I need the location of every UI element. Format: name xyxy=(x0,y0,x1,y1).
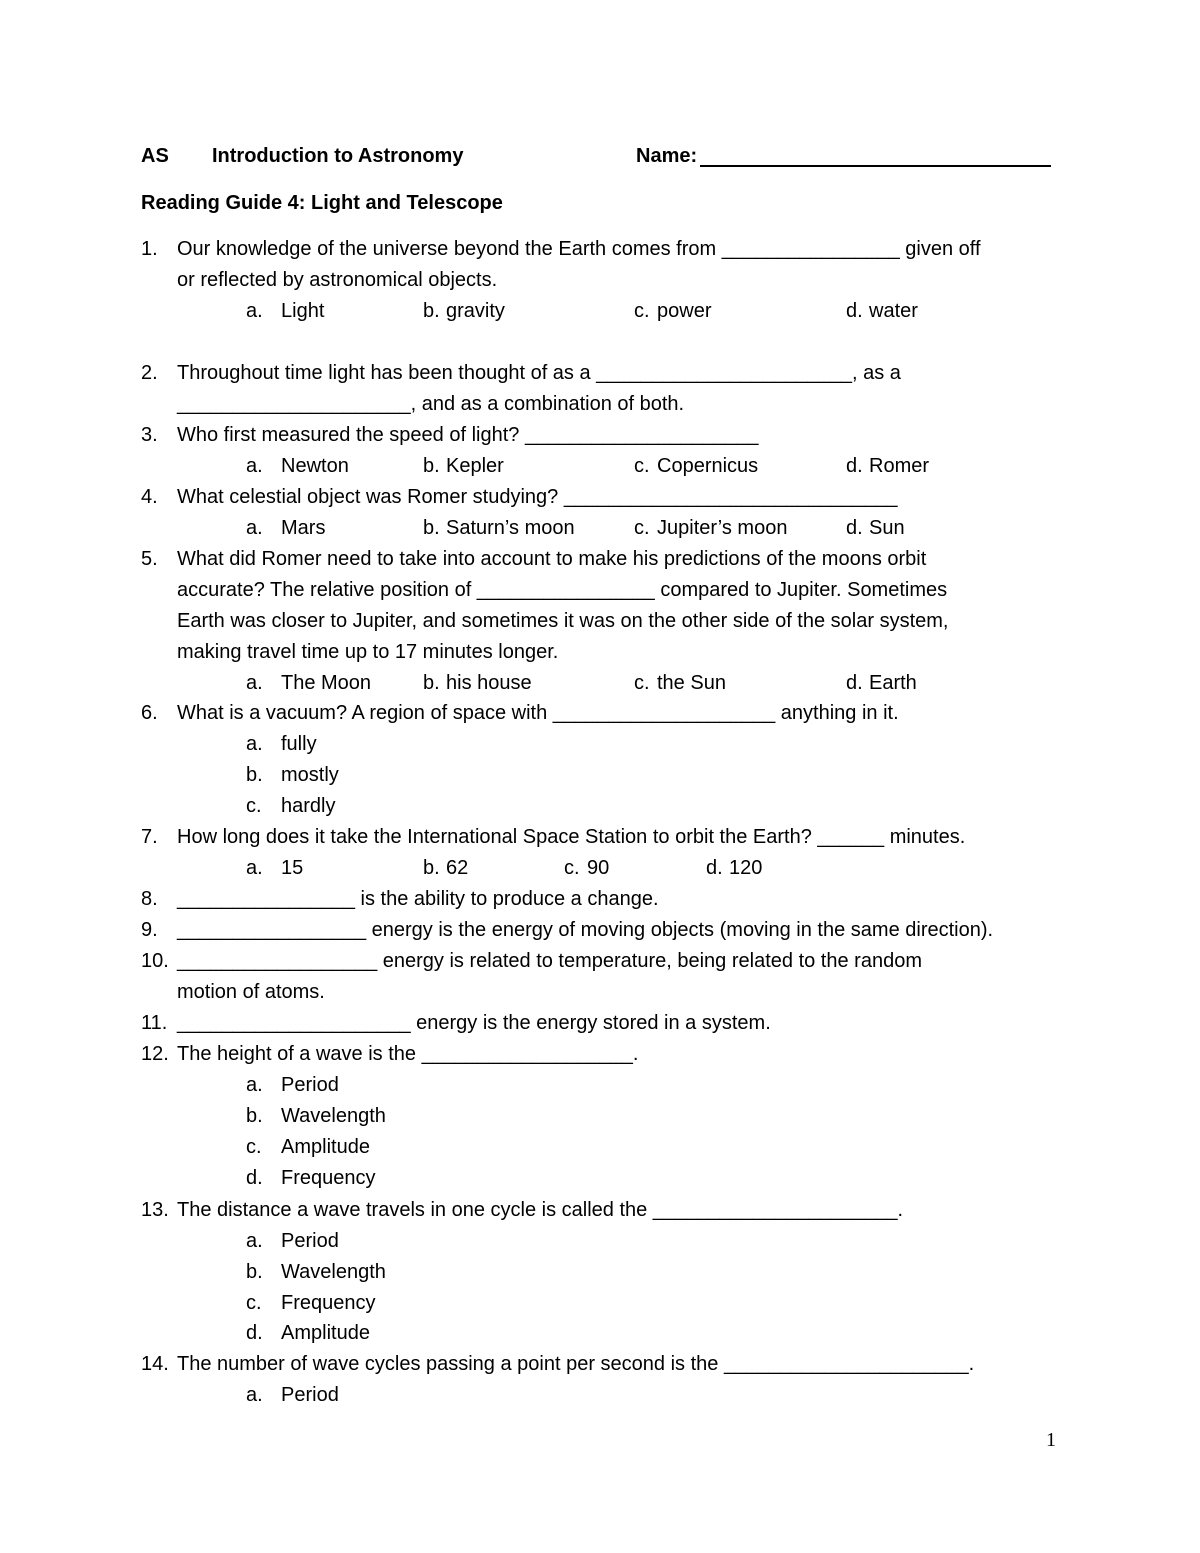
answer-option-label: c. xyxy=(246,1136,262,1158)
guide-title: Reading Guide 4: Light and Telescope xyxy=(141,192,503,214)
answer-option[interactable]: water xyxy=(869,300,918,322)
question-line xyxy=(141,915,1060,946)
question-number: 10. xyxy=(141,950,169,972)
question-number: 1. xyxy=(141,238,158,260)
answer-option[interactable]: Copernicus xyxy=(657,455,759,477)
answer-option-label: b. xyxy=(423,455,440,477)
question-number: 5. xyxy=(141,548,158,570)
question-line xyxy=(141,606,1060,637)
question-line xyxy=(141,1195,1060,1226)
answer-option[interactable]: Amplitude xyxy=(281,1322,370,1344)
question-line xyxy=(141,1008,1060,1039)
question-text: The number of wave cycles passing a point per second is the ______________________. xyxy=(177,1353,975,1375)
question-text: making travel time up to 17 minutes longer. xyxy=(177,641,559,663)
question-number: 14. xyxy=(141,1353,169,1375)
answer-option-label: c. xyxy=(634,300,650,322)
answer-option-label: b. xyxy=(246,1105,263,1127)
question-number: 6. xyxy=(141,702,158,724)
answer-option[interactable]: Amplitude xyxy=(281,1136,370,1158)
question-line xyxy=(141,358,1060,389)
answer-option[interactable]: Wavelength xyxy=(281,1261,386,1283)
course-title: Introduction to Astronomy xyxy=(212,145,464,167)
answer-option-label: a. xyxy=(246,1384,263,1406)
answer-option-label: d. xyxy=(706,857,723,879)
answer-option-label: b. xyxy=(423,517,440,539)
question-number: 13. xyxy=(141,1199,169,1221)
question-line xyxy=(141,265,1060,296)
answer-option[interactable]: Jupiter’s moon xyxy=(657,517,788,539)
answer-option[interactable]: Frequency xyxy=(281,1167,376,1189)
question-text: The distance a wave travels in one cycle is called the ______________________. xyxy=(177,1199,904,1221)
question-text: What is a vacuum? A region of space with ____________________ anything in it. xyxy=(177,702,899,724)
answer-option-label: a. xyxy=(246,1230,263,1252)
question-text: What did Romer need to take into account to make his predictions of the moons orbit xyxy=(177,548,927,570)
question-text: What celestial object was Romer studying? ______________________________ xyxy=(177,486,898,508)
answer-option-label: c. xyxy=(564,857,580,879)
answer-option[interactable]: Newton xyxy=(281,455,349,477)
answer-option-label: a. xyxy=(246,857,263,879)
answer-option[interactable]: Period xyxy=(281,1074,339,1096)
question-text: or reflected by astronomical objects. xyxy=(177,269,498,291)
question-text: _____________________, and as a combination of both. xyxy=(177,393,685,415)
answer-option[interactable]: Frequency xyxy=(281,1292,376,1314)
answer-option-label: d. xyxy=(846,300,863,322)
answer-option[interactable]: the Sun xyxy=(657,672,726,694)
question-number: 2. xyxy=(141,362,158,384)
answer-option-label: b. xyxy=(423,672,440,694)
question-line xyxy=(141,544,1060,575)
answer-option-label: d. xyxy=(846,455,863,477)
answer-option[interactable]: Sun xyxy=(869,517,905,539)
question-line xyxy=(141,977,1060,1008)
question-number: 9. xyxy=(141,919,158,941)
answer-option-label: c. xyxy=(246,795,262,817)
question-line xyxy=(141,637,1060,668)
answer-option[interactable]: Light xyxy=(281,300,325,322)
question-number: 7. xyxy=(141,826,158,848)
question-number: 12. xyxy=(141,1043,169,1065)
answer-option[interactable]: Period xyxy=(281,1384,339,1406)
name-field[interactable] xyxy=(700,143,1051,167)
answer-option[interactable]: hardly xyxy=(281,795,336,817)
answer-option[interactable]: gravity xyxy=(446,300,505,322)
answer-option-label: c. xyxy=(634,517,650,539)
answer-option-label: c. xyxy=(634,672,650,694)
question-line xyxy=(141,234,1060,265)
answer-option-label: d. xyxy=(246,1322,263,1344)
page-number: 1 xyxy=(1046,1429,1056,1451)
name-label: Name: xyxy=(636,145,698,167)
answer-option-label: a. xyxy=(246,672,263,694)
answer-option[interactable]: 120 xyxy=(729,857,763,879)
answer-option-label: a. xyxy=(246,455,263,477)
question-line xyxy=(141,389,1060,420)
question-text: Our knowledge of the universe beyond the Earth comes from ________________ given off xyxy=(177,238,981,260)
answer-option-label: c. xyxy=(246,1292,262,1314)
question-line xyxy=(141,884,1060,915)
answer-option[interactable]: Wavelength xyxy=(281,1105,386,1127)
answer-option[interactable]: 90 xyxy=(587,857,610,879)
question-line xyxy=(141,1039,1060,1070)
answer-option[interactable]: The Moon xyxy=(281,672,372,694)
question-text: How long does it take the International Space Station to orbit the Earth? ______ minutes. xyxy=(177,826,966,848)
answer-option[interactable]: Mars xyxy=(281,517,326,539)
answer-option[interactable]: 62 xyxy=(446,857,469,879)
answer-option[interactable]: 15 xyxy=(281,857,304,879)
answer-option-label: c. xyxy=(634,455,650,477)
question-text: motion of atoms. xyxy=(177,981,325,1003)
answer-option[interactable]: Saturn’s moon xyxy=(446,517,575,539)
answer-option[interactable]: fully xyxy=(281,733,317,755)
answer-option[interactable]: Period xyxy=(281,1230,339,1252)
answer-option-label: b. xyxy=(246,764,263,786)
question-line xyxy=(141,575,1060,606)
answer-option-label: b. xyxy=(423,300,440,322)
question-number: 4. xyxy=(141,486,158,508)
answer-option-label: a. xyxy=(246,1074,263,1096)
question-text: Earth was closer to Jupiter, and sometimes it was on the other side of the solar system, xyxy=(177,610,949,632)
answer-option-label: a. xyxy=(246,300,263,322)
question-line xyxy=(141,698,1060,729)
answer-option[interactable]: power xyxy=(657,300,712,322)
answer-option[interactable]: Kepler xyxy=(446,455,504,477)
answer-option[interactable]: Romer xyxy=(869,455,930,477)
answer-option-label: d. xyxy=(846,517,863,539)
question-text: Throughout time light has been thought of as a _______________________, as a xyxy=(177,362,901,384)
question-text: _____________________ energy is the energy stored in a system. xyxy=(177,1012,771,1034)
question-line xyxy=(141,1349,1060,1380)
answer-option-label: b. xyxy=(246,1261,263,1283)
question-number: 11. xyxy=(141,1012,168,1034)
question-line xyxy=(141,482,1060,513)
answer-option-label: b. xyxy=(423,857,440,879)
question-text: The height of a wave is the ___________________. xyxy=(177,1043,639,1065)
answer-option-label: d. xyxy=(246,1167,263,1189)
question-text: __________________ energy is related to temperature, being related to the random xyxy=(177,950,922,972)
question-number: 8. xyxy=(141,888,158,910)
question-line xyxy=(141,946,1060,977)
question-number: 3. xyxy=(141,424,158,446)
question-text: _________________ energy is the energy of moving objects (moving in the same direction). xyxy=(177,919,994,941)
question-text: accurate? The relative position of ________________ compared to Jupiter. Sometimes xyxy=(177,579,948,601)
answer-option-label: a. xyxy=(246,733,263,755)
answer-option-label: a. xyxy=(246,517,263,539)
answer-option[interactable]: his house xyxy=(446,672,532,694)
answer-option-label: d. xyxy=(846,672,863,694)
question-line xyxy=(141,420,1060,451)
course-code: AS xyxy=(141,145,169,167)
question-line xyxy=(141,822,1060,853)
question-text: ________________ is the ability to produce a change. xyxy=(177,888,659,910)
answer-option[interactable]: Earth xyxy=(869,672,917,694)
question-text: Who first measured the speed of light? _____________________ xyxy=(177,424,759,446)
answer-option[interactable]: mostly xyxy=(281,764,339,786)
